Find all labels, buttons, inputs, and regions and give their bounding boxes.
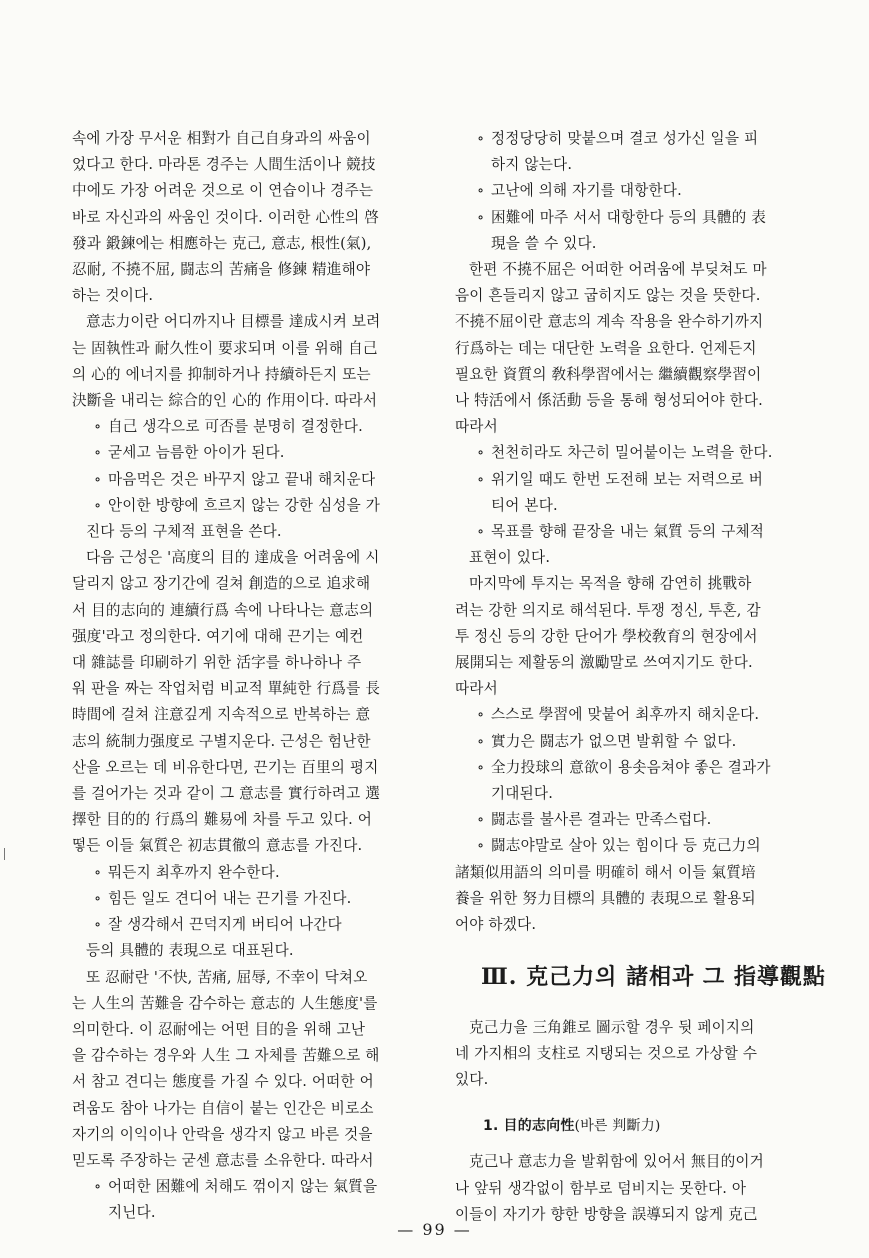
bullet-item: [455, 178, 809, 204]
text-line: 忍耐, 不撓不屈, 闘志의 苦痛을 修鍊 精進해야: [72, 261, 371, 279]
text-line: 不撓不屈이란 意志의 계속 작용을 완수하기까지: [455, 313, 764, 331]
subsection-heading: [483, 1113, 809, 1139]
text-line: 展開되는 제활동의 激勵말로 쓰여지기도 한다.: [455, 654, 753, 672]
text-line: 는 固執性과 耐久性이 要求되며 이를 위해 自己: [72, 339, 378, 357]
text-line: 決斷을 내리는 綜合的인 心的 作用이다. 따라서: [72, 392, 378, 410]
text-line: 現을 쓸 수 있다.: [491, 234, 597, 252]
text-line: 기대된다.: [491, 785, 554, 803]
bullet-tail: [455, 545, 809, 571]
text-line: 克己나 意志力을 발휘함에 있어서 無目的이거: [469, 1153, 764, 1171]
text-line: 는 人生의 苦難을 감수하는 意志的 人生態度'를: [72, 994, 378, 1012]
text-line: 려움도 참아 나가는 自信이 붙는 인간은 비로소: [72, 1099, 374, 1117]
paragraph: [72, 126, 434, 309]
text-line: 믿도록 주장하는 굳센 意志를 소유한다. 따라서: [72, 1151, 374, 1169]
page-number: — 99 —: [397, 1220, 472, 1239]
text-line: 티어 본다.: [491, 496, 558, 514]
bullet-item: [455, 126, 809, 178]
text-line: 있다.: [455, 1070, 489, 1088]
text-line: 지닌다.: [108, 1204, 156, 1222]
paragraph: [455, 860, 809, 939]
text-line: 諸類似用語의 의미를 明確히 해서 이들 氣質培: [455, 863, 756, 881]
bullet-item: [455, 702, 809, 728]
subsection-title: 1. 目的志向性: [483, 1118, 575, 1135]
text-line: ∘ 고난에 의해 자기를 대항한다.: [455, 178, 809, 204]
text-line: ∘ 굳세고 늠름한 아이가 된다.: [72, 440, 434, 466]
text-line: ∘ 全力投球의 意欲이 용솟음쳐야 좋은 결과가: [455, 755, 809, 781]
text-line: 다음 근성은 '高度의 目的 達成을 어려움에 시: [86, 549, 380, 567]
paragraph: [72, 545, 434, 859]
bullet-item: [455, 519, 809, 545]
text-line: 의 心的 에너지를 抑制하거나 持續하든지 또는: [72, 365, 371, 383]
text-line: ∘ 스스로 學習에 맞붙어 최후까지 해치운다.: [455, 702, 809, 728]
text-line: 대 雜誌를 印刷하기 위한 活字를 하나하나 주: [72, 654, 362, 672]
bullet-item: [72, 912, 434, 938]
bullet-item: [72, 860, 434, 886]
bullet-item: [455, 729, 809, 755]
text-line: 었다고 한다. 마라톤 경주는 人間生活이나 競技: [72, 156, 376, 174]
text-line: 中에도 가장 어려운 것으로 이 연습이나 경주는: [72, 182, 374, 200]
text-line: 를 걸어가는 것과 같이 그 意志를 實行하려고 選: [72, 785, 381, 803]
text-line: ∘ 어떠한 困難에 처해도 꺾이지 않는 氣質을: [72, 1174, 434, 1200]
text-line: 달리지 않고 장기간에 걸쳐 創造的으로 追求해: [72, 575, 371, 593]
text-line: 發과 鍛鍊에는 相應하는 克己, 意志, 根性(氣),: [72, 234, 372, 252]
paragraph: [455, 571, 809, 702]
bullet-item: [455, 807, 809, 833]
section-heading: Ⅲ. 克己力의 諸相과 그 指導觀點: [481, 964, 826, 991]
bullet-item: [72, 1174, 434, 1226]
margin-mark: [4, 848, 5, 860]
text-line: ∘ 위기일 때도 한번 도전해 보는 저력으로 버: [455, 467, 809, 493]
text-line: 표현이 있다.: [469, 549, 551, 567]
text-line: 擇한 目的的 行爲의 難易에 차를 두고 있다. 어: [72, 811, 373, 829]
text-line: 음이 흔들리지 않고 굽히지도 않는 것을 뜻한다.: [455, 287, 761, 305]
text-line: ∘ 困難에 마주 서서 대항한다 등의 具體的 表: [455, 205, 809, 231]
text-line: 하지 않는다.: [491, 156, 573, 174]
bullet-tail: [72, 938, 434, 964]
bullet-item: [72, 414, 434, 440]
text-line: ∘ 實力은 闘志가 없으면 발휘할 수 없다.: [455, 729, 809, 755]
text-line: 나 앞뒤 생각없이 함부로 덤비지는 못한다. 아: [455, 1179, 747, 1197]
bullet-item: [72, 886, 434, 912]
text-line: 行爲하는 데는 대단한 노력을 요한다. 언제든지: [455, 339, 757, 357]
bullet-item: [455, 833, 809, 859]
text-line: 서 目的志向的 連續行爲 속에 나타나는 意志의: [72, 601, 374, 619]
bullet-item: [72, 467, 434, 493]
text-line: ∘ 闘志야말로 살아 있는 힘이다 등 克己力의: [455, 833, 809, 859]
text-line: 이들이 자기가 향한 방향을 誤導되지 않게 克己: [455, 1205, 758, 1223]
bullet-item: [455, 467, 809, 519]
text-line: 의미한다. 이 忍耐에는 어떤 目的을 위해 고난: [72, 1020, 366, 1038]
right-column: [455, 126, 826, 1228]
text-line: ∘ 정정당당히 맞붙으며 결코 성가신 일을 피: [455, 126, 809, 152]
text-line: ∘ 마음먹은 것은 바꾸지 않고 끝내 해치운다: [72, 467, 434, 493]
bullet-item: [455, 755, 809, 807]
text-line: ∘ 목표를 향해 끝장을 내는 氣質 등의 구체적: [455, 519, 809, 545]
text-line: 意志力이란 어디까지나 目標를 達成시켜 보려: [86, 313, 381, 331]
text-line: 强度'라고 정의한다. 여기에 대해 끈기는 예컨: [72, 627, 364, 645]
text-line: 산을 오르는 데 비유한다면, 끈기는 百里의 평지: [72, 758, 379, 776]
text-line: ∘ 闘志를 불사른 결과는 만족스럽다.: [455, 807, 809, 833]
text-line: 따라서: [455, 680, 498, 698]
text-line: ∘ 잘 생각해서 끈덕지게 버티어 나간다: [72, 912, 434, 938]
text-line: ∘ 自己 생각으로 可否를 분명히 결정한다.: [72, 414, 434, 440]
paragraph: [455, 257, 809, 440]
text-line: 등의 具體的 表現으로 대표된다.: [86, 942, 294, 960]
text-line: 네 가지相의 支柱로 지탱되는 것으로 가상할 수: [455, 1044, 758, 1062]
bullet-item: [455, 440, 809, 466]
text-line: 투 정신 등의 강한 단어가 學校敎育의 현장에서: [455, 627, 758, 645]
text-line: 떻든 이들 氣質은 初志貫徹의 意志를 가진다.: [72, 837, 363, 855]
paragraph: [455, 1015, 809, 1094]
bullet-item: [455, 205, 809, 257]
text-line: 진다 등의 구체적 표현을 쓴다.: [86, 523, 282, 541]
text-line: ∘ 힘든 일도 견디어 내는 끈기를 가진다.: [72, 886, 434, 912]
text-line: 을 감수하는 경우와 人生 그 자체를 苦難으로 해: [72, 1047, 380, 1065]
text-line: 려는 강한 의지로 해석된다. 투쟁 정신, 투혼, 감: [455, 601, 761, 619]
text-line: 마지막에 투지는 목적을 향해 감연히 挑戰하: [469, 575, 752, 593]
text-line: 克己力을 三角錐로 圖示할 경우 뒷 페이지의: [469, 1018, 755, 1036]
text-line: 자기의 이익이나 안락을 생각지 않고 바른 것을: [72, 1125, 373, 1143]
text-line: 필요한 資質의 敎科學習에서는 繼續觀察學習이: [455, 365, 762, 383]
text-line: 나 特活에서 係活動 등을 통해 형성되어야 한다.: [455, 392, 764, 410]
text-line: 서 참고 견디는 態度를 가질 수 있다. 어떠한 어: [72, 1073, 374, 1091]
text-line: 속에 가장 무서운 相對가 自己自身과의 싸움이: [72, 130, 371, 147]
text-line: 時間에 걸쳐 注意깊게 지속적으로 반복하는 意: [72, 706, 371, 724]
subsection-note: (바른 判斷力): [574, 1118, 661, 1135]
text-line: 한편 不撓不屈은 어떠한 어려움에 부딪쳐도 마: [469, 261, 767, 279]
text-line: 志의 統制力强度로 구별지운다. 근성은 험난한: [72, 732, 371, 750]
text-line: 워 판을 짜는 작업처럼 비교적 單純한 行爲를 長: [72, 680, 381, 698]
text-line: ∘ 뭐든지 최후까지 완수한다.: [72, 860, 434, 886]
text-line: 養을 위한 努力目標의 具體的 表現으로 활용되: [455, 889, 756, 907]
bullet-item: [72, 493, 434, 519]
text-line: 바로 자신과의 싸움인 것이다. 이러한 心性의 啓: [72, 208, 380, 226]
bullet-tail: [72, 519, 434, 545]
text-line: 또 忍耐란 '不快, 苦痛, 屈辱, 不幸이 닥쳐오: [86, 968, 368, 986]
text-line: ∘ 천천히라도 차근히 밀어붙이는 노력을 한다.: [455, 440, 809, 466]
paragraph: [72, 309, 434, 414]
text-line: 따라서: [455, 418, 498, 436]
paragraph: [72, 965, 434, 1175]
paragraph: [455, 1149, 809, 1228]
bullet-item: [72, 440, 434, 466]
text-line: ∘ 안이한 방향에 흐르지 않는 강한 심성을 가: [72, 493, 434, 519]
text-line: 어야 하겠다.: [455, 916, 537, 934]
left-column: [72, 126, 434, 1227]
text-line: 하는 것이다.: [72, 287, 154, 305]
